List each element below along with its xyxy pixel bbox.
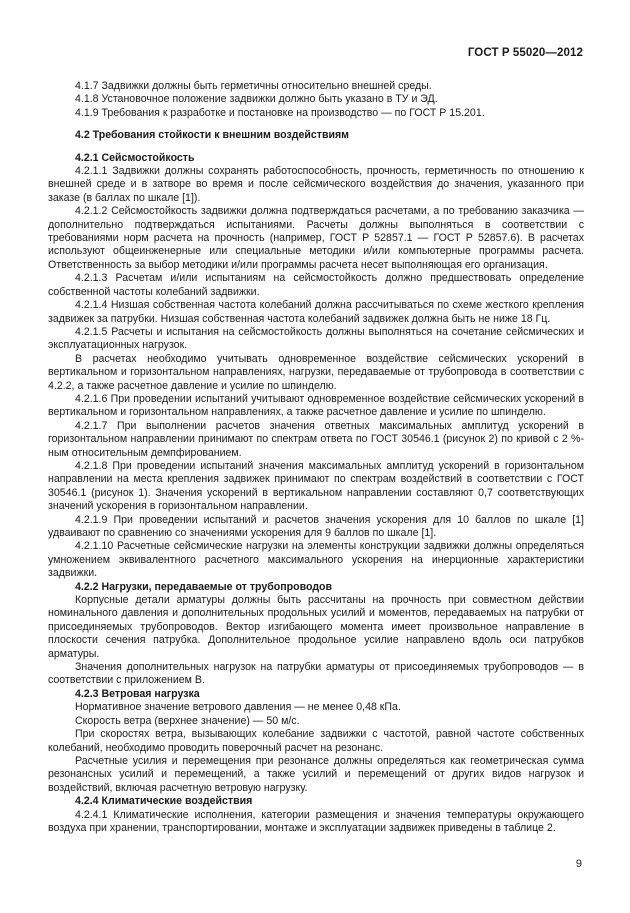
clause-4-2-1-2: 4.2.1.2 Сейсмостойкость задвижки должна подтверждаться расчетами, а по требованию заказчика — дополнительно подтверждаться испытаниями. Расчеты должны выполняться в соответствии с требованиями норм расчета на прочность (например, ГОСТ Р 52857.1 — ГОСТ Р 52857.6). В расчетах используют общеинженерные или специальные методики и/или компьютерные программы расчета. Ответственность за выбор методики и/или программы расчета несет выполняющая его организация.	[48, 205, 584, 271]
clause-4-1-8: 4.1.8 Установочное положение задвижки должно быть указано в ТУ и ЭД.	[75, 93, 438, 106]
clause-4-2-1-8: 4.2.1.8 При проведении испытаний значения максимальных амплитуд ускорений в горизонтальном направлении на места крепления задвижек принимают по спектрам воздействий в соответствии с ГОСТ 30546.1 (рисунок 1). Значения ускорений в вертикальном направлении составляют 0,7 соответствующих значений ускорения в горизонтальном направлении.	[48, 459, 584, 513]
standard-number: ГОСТ Р 55020—2012	[467, 47, 583, 59]
page-body	[48, 80, 584, 835]
clause-4-1-7: 4.1.7 Задвижки должны быть герметичны относительно внешней среды.	[75, 80, 432, 92]
clause-4-2-1-5: 4.2.1.5 Расчеты и испытания на сейсмостойкость должны выполняться на сочетание сейсмических и эксплуатационных нагрузок.	[48, 325, 584, 352]
clause-4-2-1-3: 4.2.1.3 Расчетам и/или испытаниям на сейсмостойкость должно предшествовать определение собственной частоты колебаний задвижки.	[48, 272, 584, 298]
clause-4-2-1-1: 4.2.1.1 Задвижки должны сохранять работоспособность, прочность, герметичность по отношению к внешней среде и в затворе во время и после сейсмического воздействия до значения, указанного при заказе (в баллах по шкале [1]).	[48, 165, 584, 204]
clause-4-2-3-d: Расчетные усилия и перемещения при резонансе должны определяться как геометрическая сумма резонансных усилий и перемещений, а также усилий и перемещений от других видов нагрузок и воздействий, включая расчетную ветровую нагрузку.	[48, 754, 584, 794]
subsection-heading-4-2-2: 4.2.2 Нагрузки, передаваемые от трубопроводов	[75, 580, 333, 593]
clause-4-2-3-a: Нормативное значение ветрового давления — не менее 0,48 кПа.	[75, 701, 401, 714]
clause-4-2-2-b: Значения дополнительных нагрузок на патрубки арматуры от присоединяемых трубопроводов — в соответствии с приложением В.	[48, 661, 584, 687]
section-heading-4-2: 4.2 Требования стойкости к внешним воздействиям	[75, 129, 350, 142]
subsection-heading-4-2-1: 4.2.1 Сейсмостойкость	[75, 151, 195, 164]
clause-4-2-3-c: При скоростях ветра, вызывающих колебание задвижки с частотой, равной частоте собственных колебаний, необходимо проводить поверочный расчет на резонанс.	[48, 728, 584, 754]
clause-4-2-4-1: 4.2.4.1 Климатические исполнения, категории размещения и значения температуры окружающего воздуха при хранении, транспортировании, монтаже и эксплуатации задвижек приведены в таблице 2.	[48, 808, 584, 834]
clause-4-2-3-b: Скорость ветра (верхнее значение) — 50 м/с.	[75, 714, 300, 727]
clause-4-2-2-a: Корпусные детали арматуры должны быть рассчитаны на прочность при совместном действии номинального давления и дополнительных продольных усилий и моментов, передаваемых на патрубки от присоединяемых трубопроводов. Вектор изгибающего момента имеет произвольное направление в плоскости сечения патрубка. Дополнительное продольное усилие направлено вдоль оси патрубков арматуры.	[48, 594, 584, 660]
clause-4-2-1-5-cont: В расчетах необходимо учитывать одновременное воздействие сейсмических ускорений в вертикальном и горизонтальном направлениях, нагрузки, передаваемые от трубопровода в соответствии с 4.2.2, а также расчетное давление и усилие по шпинделю.	[48, 352, 584, 392]
clause-4-1-9: 4.1.9 Требования к разработке и постановке на производство — по ГОСТ Р 15.201.	[75, 106, 485, 119]
clause-4-2-1-4: 4.2.1.4 Низшая собственная частота колебаний должна рассчитываться по схеме жесткого крепления задвижек за патрубки. Низшая собственная частота колебаний задвижек должна быть не ниже 18 Гц.	[48, 299, 584, 325]
clause-4-2-1-6: 4.2.1.6 При проведении испытаний учитывают одновременное воздействие сейсмических ускорений в вертикальном и горизонтальном направлениях, а также расчетное давление и усилие по шпинделю.	[48, 392, 584, 419]
subsection-heading-4-2-4: 4.2.4 Климатические воздействия	[75, 795, 253, 808]
clause-4-2-1-7: 4.2.1.7 При выполнении расчетов значения ответных максимальных амплитуд ускорений в горизонтальном направлении принимают по спектрам ответа по ГОСТ 30546.1 (рисунок 2) по кривой с 2 %-ным относительным демпфированием.	[48, 419, 584, 459]
subsection-heading-4-2-3: 4.2.3 Ветровая нагрузка	[75, 687, 200, 700]
clause-4-2-1-9: 4.2.1.9 При проведении испытаний и расчетов значения ускорения для 10 баллов по шкале [1] удваивают по сравнению со значениями ускорения для 9 баллов по шкале [1].	[48, 513, 584, 539]
page-number: 9	[575, 858, 582, 870]
clause-4-2-1-10: 4.2.1.10 Расчетные сейсмические нагрузки на элементы конструкции задвижки должны определяться умножением эквивалентного расчетного максимального ускорения на инерционные характеристики задвижки.	[48, 540, 584, 580]
